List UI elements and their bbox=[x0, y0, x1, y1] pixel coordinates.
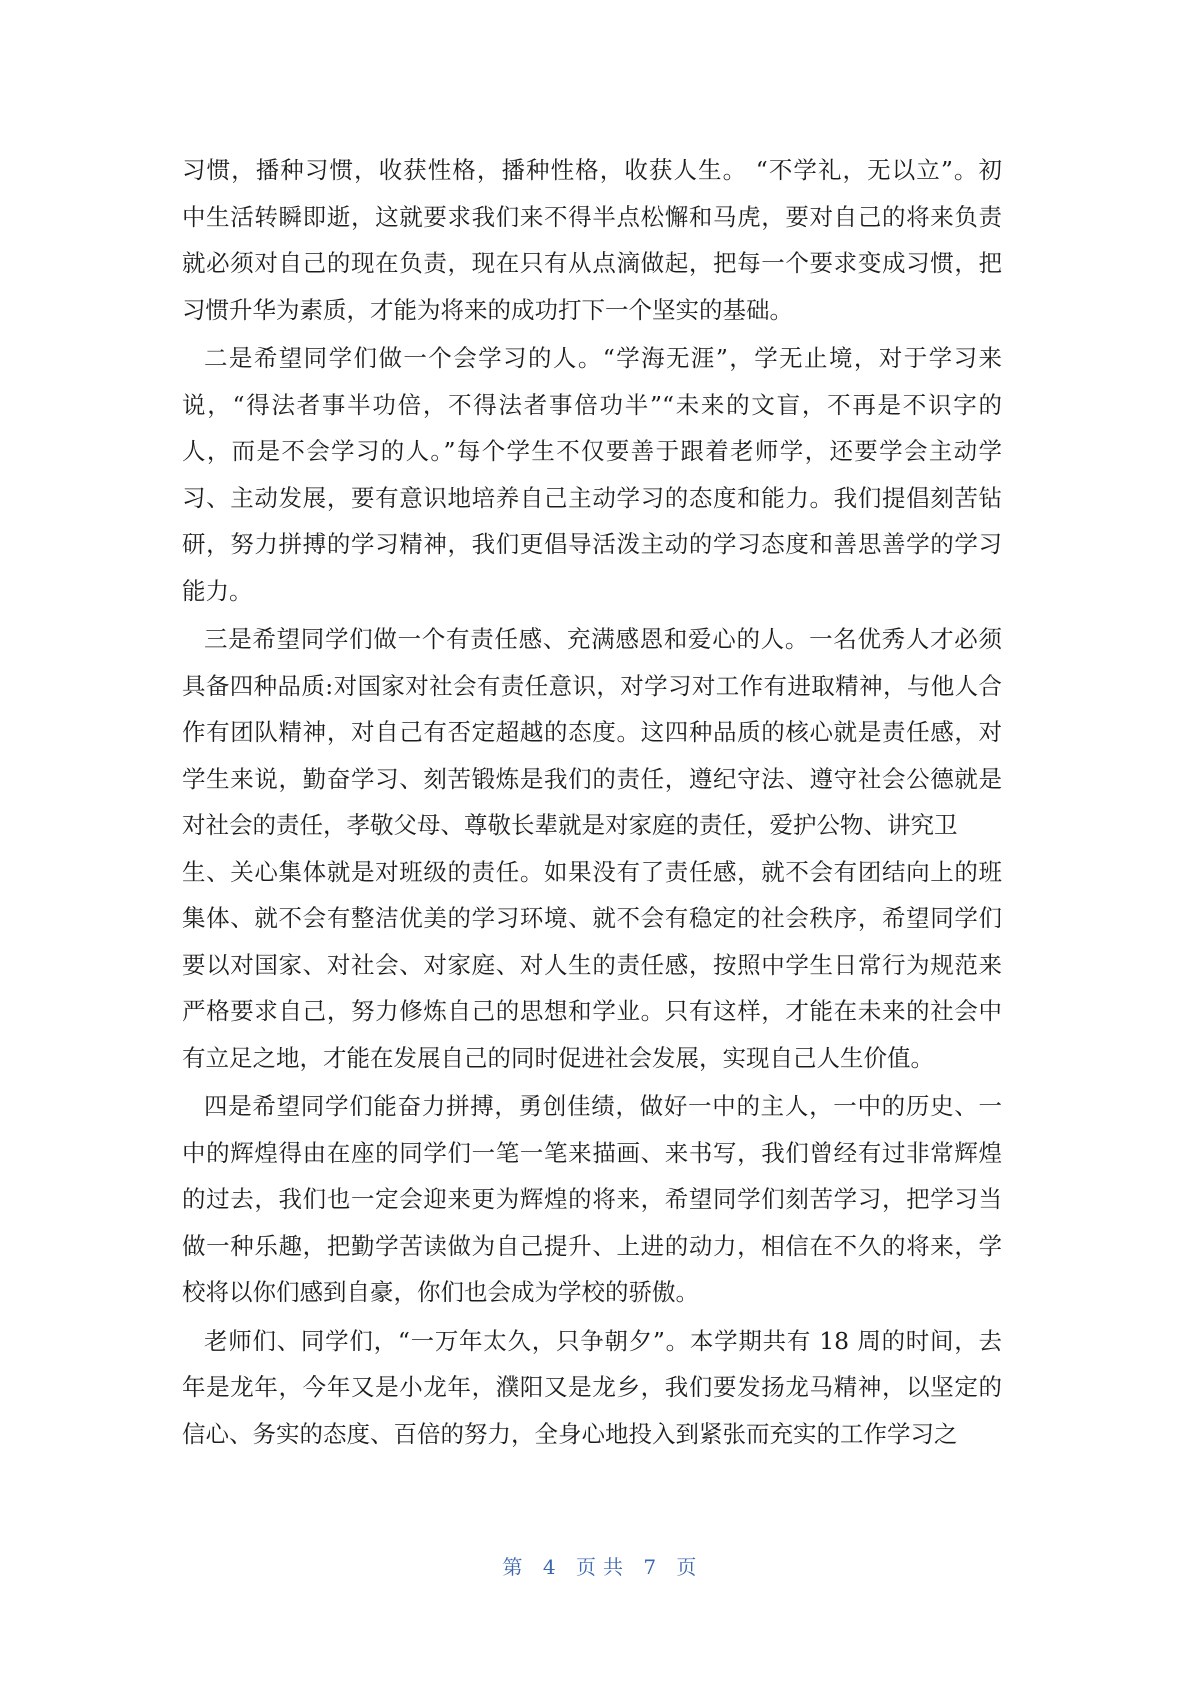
text-line: 做一种乐趣，把勤学苦读做为自己提升、上进的动力，相信在不久的将来，学 bbox=[182, 1231, 1002, 1260]
text-line: 人，而是不会学习的人。”每个学生不仅要善于跟着老师学，还要学会主动学 bbox=[182, 437, 1002, 465]
text-line: 年是龙年，今年又是小龙年，濮阳又是龙乡，我们要发扬龙马精神，以坚定的 bbox=[182, 1373, 1002, 1401]
paragraph bbox=[182, 335, 1002, 614]
text-line: 习惯，播种习惯，收获性格，播种性格，收获人生。 “不学礼，无以立”。初 bbox=[182, 156, 1002, 184]
text-line: 中的辉煌得由在座的同学们一笔一笔来描画、来书写，我们曾经有过非常辉煌 bbox=[182, 1138, 1002, 1167]
text-line: 就必须对自己的现在负责，现在只有从点滴做起，把每一个要求变成习惯，把 bbox=[182, 249, 1002, 277]
text-line: 能力。 bbox=[182, 576, 253, 605]
text-line: 作有团队精神，对自己有否定超越的态度。这四种品质的核心就是责任感，对 bbox=[182, 718, 1002, 746]
document-body bbox=[182, 147, 1002, 1459]
paragraph bbox=[182, 1083, 1002, 1316]
text-line: 中生活转瞬即逝，这就要求我们来不得半点松懈和马虎，要对自己的将来负责 bbox=[182, 202, 1002, 231]
text-line: 生、关心集体就是对班级的责任。如果没有了责任感，就不会有团结向上的班 bbox=[182, 857, 1002, 886]
text-line: 习、主动发展，要有意识地培养自己主动学习的态度和能力。我们提倡刻苦钻 bbox=[182, 483, 1002, 512]
text-line: 严格要求自己，努力修炼自己的思想和学业。只有这样，才能在未来的社会中 bbox=[182, 997, 1002, 1025]
text-line: 学生来说，勤奋学习、刻苦锻炼是我们的责任，遵纪守法、遵守社会公德就是 bbox=[182, 764, 1002, 793]
paragraph bbox=[182, 147, 1002, 333]
text-line: 有立足之地，才能在发展自己的同时促进社会发展，实现自己人生价值。 bbox=[182, 1043, 934, 1072]
text-line: 具备四种品质:对国家对社会有责任意识，对学习对工作有进取精神，与他人合 bbox=[182, 671, 1002, 700]
text-line: 习惯升华为素质，才能为将来的成功打下一个坚实的基础。 bbox=[182, 295, 793, 324]
text-line: 说，“得法者事半功倍，不得法者事倍功半”“未来的文盲，不再是不识字的 bbox=[182, 390, 1002, 419]
paragraph bbox=[182, 616, 1002, 1081]
text-line: 老师们、同学们，“一万年太久，只争朝夕”。本学期共有 18 周的时间，去 bbox=[204, 1326, 1002, 1355]
text-line: 对社会的责任，孝敬父母、尊敬长辈就是对家庭的责任，爱护公物、讲究卫 bbox=[182, 811, 958, 839]
text-line: 的过去，我们也一定会迎来更为辉煌的将来，希望同学们刻苦学习，把学习当 bbox=[182, 1185, 1002, 1213]
paragraph bbox=[182, 1318, 1002, 1458]
text-line: 四是希望同学们能奋力拼搏，勇创佳绩，做好一中的主人，一中的历史、一 bbox=[204, 1092, 1002, 1120]
text-line: 校将以你们感到自豪，你们也会成为学校的骄傲。 bbox=[182, 1278, 699, 1306]
text-line: 信心、务实的态度、百倍的努力，全身心地投入到紧张而充实的工作学习之 bbox=[182, 1419, 958, 1448]
text-line: 三是希望同学们做一个有责任感、充满感恩和爱心的人。一名优秀人才必须 bbox=[204, 625, 1002, 653]
text-line: 集体、就不会有整洁优美的学习环境、就不会有稳定的社会秩序，希望同学们 bbox=[182, 904, 1002, 932]
text-line: 二是希望同学们做一个会学习的人。“学海无涯”，学无止境，对于学习来 bbox=[204, 344, 1002, 372]
text-line: 要以对国家、对社会、对家庭、对人生的责任感，按照中学生日常行为规范来 bbox=[182, 950, 1002, 979]
text-line: 研，努力拼搏的学习精神，我们更倡导活泼主动的学习态度和善思善学的学习 bbox=[182, 530, 1002, 558]
page-number-footer: 第 4 页共 7 页 bbox=[502, 1555, 704, 1579]
